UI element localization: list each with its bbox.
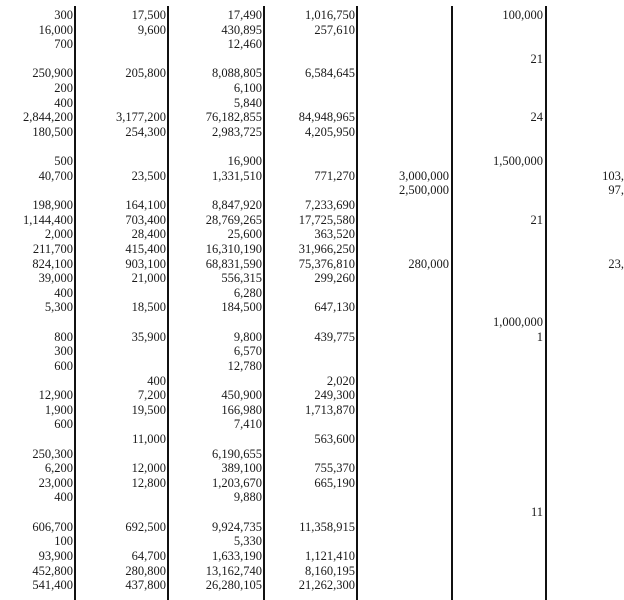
table-cell-col2: 18,500 bbox=[131, 300, 166, 315]
table-cell-col3: 1,203,670 bbox=[212, 475, 262, 490]
table-cell-col2: 254,300 bbox=[125, 124, 166, 139]
column-divider bbox=[545, 6, 547, 600]
table-cell-col2: 23,500 bbox=[131, 168, 166, 183]
table-cell-col3: 17,490 bbox=[227, 8, 262, 22]
table-cell-col3: 1,633,190 bbox=[212, 548, 262, 563]
table-cell-col3: 13,162,740 bbox=[205, 563, 262, 578]
table-cell-col3: 450,900 bbox=[221, 388, 262, 403]
table-cell-col4: 299,260 bbox=[314, 271, 355, 286]
table-cell-col3: 12,460 bbox=[227, 37, 262, 52]
table-cell-col1: 12,900 bbox=[38, 388, 73, 403]
table-cell-col1: 200 bbox=[54, 81, 73, 96]
table-cell-col3: 6,570 bbox=[233, 344, 262, 359]
table-cell-col4: 563,600 bbox=[314, 431, 355, 446]
table-cell-col1: 40,700 bbox=[38, 168, 73, 183]
table-cell-col2: 12,000 bbox=[131, 461, 166, 476]
table-cell-col5: 3,000,000 bbox=[399, 168, 449, 183]
table-cell-col3: 556,315 bbox=[221, 271, 262, 286]
table-cell-col2: 415,400 bbox=[125, 241, 166, 256]
table-cell-col3: 9,880 bbox=[233, 490, 262, 505]
table-cell-col1: 824,100 bbox=[32, 256, 73, 271]
table-cell-col4: 771,270 bbox=[314, 168, 355, 183]
table-cell-col3: 6,100 bbox=[233, 81, 262, 96]
column-divider bbox=[74, 6, 76, 600]
table-cell-col4: 7,233,690 bbox=[305, 198, 355, 213]
table-cell-col3: 76,182,855 bbox=[205, 110, 262, 125]
table-cell-col2: 164,100 bbox=[125, 198, 166, 213]
table-cell-col1: 23,000 bbox=[38, 475, 73, 490]
table-cell-col1: 6,200 bbox=[44, 461, 73, 476]
table-cell-col2: 64,700 bbox=[131, 548, 166, 563]
table-cell-col2: 3,177,200 bbox=[116, 110, 166, 125]
table-cell-col1: 300 bbox=[54, 8, 73, 22]
table-cell-col2: 205,800 bbox=[125, 66, 166, 81]
table-cell-col1: 1,900 bbox=[44, 402, 73, 417]
table-cell-col1: 5,300 bbox=[44, 300, 73, 315]
column-divider bbox=[356, 6, 358, 600]
table-cell-col6: 21 bbox=[530, 51, 543, 66]
table-cell-col1: 300 bbox=[54, 344, 73, 359]
table-cell-col1: 600 bbox=[54, 417, 73, 432]
table-cell-col3: 68,831,590 bbox=[205, 256, 262, 271]
table-cell-col3: 28,769,265 bbox=[205, 212, 262, 227]
table-cell-col3: 389,100 bbox=[221, 461, 262, 476]
table-cell-col4: 665,190 bbox=[314, 475, 355, 490]
table-cell-col1: 800 bbox=[54, 329, 73, 344]
table-cell-col1: 250,900 bbox=[32, 66, 73, 81]
table-cell-col5: 2,500,000 bbox=[399, 183, 449, 198]
table-cell-col3: 16,900 bbox=[227, 154, 262, 169]
table-cell-col2: 400 bbox=[147, 373, 166, 388]
table-cell-col3: 26,280,105 bbox=[205, 578, 262, 593]
table-cell-col2: 12,800 bbox=[131, 475, 166, 490]
column-divider bbox=[167, 6, 169, 600]
table-cell-col4: 6,584,645 bbox=[305, 66, 355, 81]
table-cell-col4: 363,520 bbox=[314, 227, 355, 242]
table-cell-col2: 437,800 bbox=[125, 578, 166, 593]
table-cell-col1: 400 bbox=[54, 285, 73, 300]
table-cell-col1: 500 bbox=[54, 154, 73, 169]
column-divider bbox=[263, 6, 265, 600]
table-cell-col4: 2,020 bbox=[326, 373, 355, 388]
table-cell-col3: 6,190,655 bbox=[212, 446, 262, 461]
table-cell-col1: 16,000 bbox=[38, 22, 73, 37]
table-cell-col4: 21,262,300 bbox=[298, 578, 355, 593]
table-cell-col2: 703,400 bbox=[125, 212, 166, 227]
table-cell-col4: 17,725,580 bbox=[298, 212, 355, 227]
table-cell-col1: 93,900 bbox=[38, 548, 73, 563]
table-cell-col2: 9,600 bbox=[137, 22, 166, 37]
table-cell-col7: 97, bbox=[608, 183, 624, 198]
table-cell-col4: 8,160,195 bbox=[305, 563, 355, 578]
table-cell-col2: 17,500 bbox=[131, 8, 166, 22]
table-cell-col1: 100 bbox=[54, 534, 73, 549]
table-cell-col6: 11 bbox=[530, 505, 543, 520]
table-cell-col4: 249,300 bbox=[314, 388, 355, 403]
table-cell-col3: 7,410 bbox=[233, 417, 262, 432]
table-cell-col1: 180,500 bbox=[32, 124, 73, 139]
table-cell-col4: 31,966,250 bbox=[298, 241, 355, 256]
table-cell-col2: 28,400 bbox=[131, 227, 166, 242]
table-cell-col1: 250,300 bbox=[32, 446, 73, 461]
table-cell-col3: 166,980 bbox=[221, 402, 262, 417]
table-cell-col6: 1,000,000 bbox=[493, 315, 543, 330]
table-cell-col4: 257,610 bbox=[314, 22, 355, 37]
table-cell-col3: 5,840 bbox=[233, 95, 262, 110]
table-cell-col2: 21,000 bbox=[131, 271, 166, 286]
table-cell-col2: 280,800 bbox=[125, 563, 166, 578]
table-cell-col3: 184,500 bbox=[221, 300, 262, 315]
table-cell-col4: 11,358,915 bbox=[299, 519, 355, 534]
table-cell-col6: 1,500,000 bbox=[493, 154, 543, 169]
table-cell-col3: 1,331,510 bbox=[212, 168, 262, 183]
table-cell-col3: 9,924,735 bbox=[212, 519, 262, 534]
table-cell-col2: 7,200 bbox=[137, 388, 166, 403]
table-cell-col2: 11,000 bbox=[132, 431, 166, 446]
table-cell-col2: 19,500 bbox=[131, 402, 166, 417]
table-cell-col1: 39,000 bbox=[38, 271, 73, 286]
table-cell-col2: 692,500 bbox=[125, 519, 166, 534]
table-cell-col6: 100,000 bbox=[502, 8, 543, 22]
table-cell-col3: 8,088,805 bbox=[212, 66, 262, 81]
table-cell-col1: 541,400 bbox=[32, 578, 73, 593]
table-cell-col4: 647,130 bbox=[314, 300, 355, 315]
table-cell-col3: 9,800 bbox=[233, 329, 262, 344]
table-cell-col3: 16,310,190 bbox=[205, 241, 262, 256]
table-cell-col1: 198,900 bbox=[32, 198, 73, 213]
table-cell-col2: 903,100 bbox=[125, 256, 166, 271]
table-cell-col7: 103, bbox=[602, 168, 624, 183]
table-cell-col3: 2,983,725 bbox=[212, 124, 262, 139]
table-cell-col4: 84,948,965 bbox=[298, 110, 355, 125]
table-cell-col3: 12,780 bbox=[227, 358, 262, 373]
table-cell-col4: 755,370 bbox=[314, 461, 355, 476]
table-cell-col1: 1,144,400 bbox=[23, 212, 73, 227]
table-cell-col6: 1 bbox=[536, 329, 543, 344]
table-cell-col1: 452,800 bbox=[32, 563, 73, 578]
column-divider bbox=[451, 6, 453, 600]
table-cell-col7: 23, bbox=[608, 256, 624, 271]
table-cell-col4: 1,016,750 bbox=[305, 8, 355, 22]
table-cell-col5: 280,000 bbox=[408, 256, 449, 271]
table-cell-col6: 24 bbox=[530, 110, 543, 125]
table-cell-col1: 400 bbox=[54, 95, 73, 110]
table-cell-col4: 439,775 bbox=[314, 329, 355, 344]
table-cell-col6: 21 bbox=[530, 212, 543, 227]
table-cell-col3: 25,600 bbox=[227, 227, 262, 242]
table-cell-col1: 606,700 bbox=[32, 519, 73, 534]
table-cell-col1: 400 bbox=[54, 490, 73, 505]
table-cell-col1: 600 bbox=[54, 358, 73, 373]
table-cell-col1: 2,844,200 bbox=[23, 110, 73, 125]
table-cell-col3: 8,847,920 bbox=[212, 198, 262, 213]
table-cell-col2: 35,900 bbox=[131, 329, 166, 344]
table-cell-col3: 6,280 bbox=[233, 285, 262, 300]
table-cell-col1: 2,000 bbox=[44, 227, 73, 242]
table-cell-col3: 430,895 bbox=[221, 22, 262, 37]
table-cell-col4: 75,376,810 bbox=[298, 256, 355, 271]
table-cell-col4: 4,205,950 bbox=[305, 124, 355, 139]
table-cell-col1: 700 bbox=[54, 37, 73, 52]
table-cell-col4: 1,713,870 bbox=[305, 402, 355, 417]
table-cell-col4: 1,121,410 bbox=[305, 548, 355, 563]
table-cell-col1: 211,700 bbox=[32, 241, 73, 256]
table-cell-col3: 5,330 bbox=[233, 534, 262, 549]
